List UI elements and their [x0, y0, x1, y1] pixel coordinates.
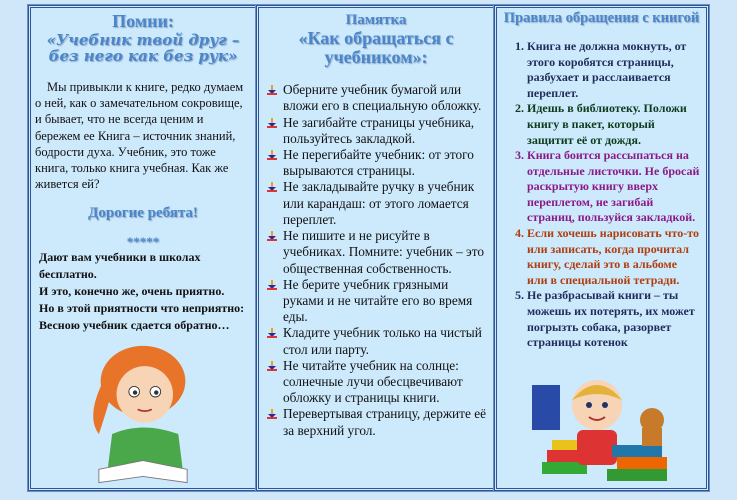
memo-item-text: Не закладывайте ручку в учебник или карандаш: от этого ломается переплет. [283, 179, 475, 227]
memo-item-text: Перевертывая страницу, держите её за верхний угол. [283, 406, 487, 438]
panel-memo [256, 5, 496, 491]
memo-item [267, 325, 489, 357]
memo-item-text: Не пишите и не рисуйте в учебниках. Помните: учебник – это общественная собственность. [283, 228, 485, 276]
arrow-bullet-icon [267, 361, 277, 371]
arrow-bullet-icon [267, 328, 277, 338]
memo-item-text: Кладите учебник только на чистый стол или парту. [283, 325, 482, 357]
memo-item [267, 228, 489, 277]
panel2-title-line1: Памятка [345, 12, 407, 28]
girl-reading-illustration [81, 337, 205, 487]
panel2-title [259, 12, 493, 68]
memo-item [267, 115, 489, 147]
rule-item: 2. Идешь в библиотеку. Положи книгу в пакет, который защитит её от дождя. [527, 101, 700, 148]
panel1-intro: Мы привыкли к книге, редко думаем о ней, как о замечательном сокровище, и бывает, что не всегда ценим и бережем ее Книга – источник знаний, бодрости духа. Учебник, это тоже книга, только книга учебная. Как же живется ей? [35, 79, 244, 192]
memo-item [267, 147, 489, 179]
arrow-bullet-icon [267, 231, 277, 241]
panel2-title-line2: «Как обращаться с учебником»: [298, 27, 454, 68]
poem-line: Но в этой приятности что неприятно: [39, 300, 245, 315]
rules-list [505, 39, 700, 351]
rule-item: 4. Если хочешь нарисовать что-то или записать, когда прочитал книгу, сделай это в альбоме или в специальной тетради. [527, 226, 700, 288]
rule-item: 1. Книга не должна мокнуть, от этого коробятся страницы, разбухает и расслаивается переплет. [527, 39, 700, 101]
memo-item-text: Не перегибайте учебник: от этого вырываются страницы. [283, 146, 474, 179]
memo-item [267, 82, 489, 114]
arrow-bullet-icon [267, 280, 277, 290]
memo-item [267, 358, 489, 407]
arrow-bullet-icon [267, 409, 277, 419]
panel1-title: Помни: [112, 11, 174, 31]
panel1-stars: ***** [126, 234, 160, 250]
boy-with-books-illustration [527, 370, 677, 485]
poem-line: Дают вам учебники в школах бесплатно. [39, 250, 201, 282]
poem-line: Весною учебник сдается обратно… [39, 317, 230, 332]
panel1-dear-kids: Дорогие ребята! [88, 204, 198, 221]
panel1-subtitle: «Учебник твой друг – без него как без рук» [46, 30, 240, 66]
panel1-poem [39, 249, 251, 333]
memo-item [267, 277, 489, 326]
memo-item-text: Не загибайте страницы учебника, пользуйтесь закладкой. [283, 114, 475, 146]
arrow-bullet-icon [267, 85, 277, 95]
panel-remember [28, 5, 258, 491]
memo-item-text: Не читайте учебник на солнце: солнечные лучи обесцвечивают обложку и страницы книги. [283, 357, 463, 406]
memo-item [267, 179, 489, 228]
poem-line: И это, конечно же, очень приятно. [39, 283, 225, 298]
arrow-bullet-icon [267, 150, 277, 160]
memo-item-text: Не берите учебник грязными руками и не читайте его во время еды. [283, 276, 473, 325]
memo-item [267, 406, 489, 438]
panel3-title: Правила обращения с книгой [503, 10, 700, 26]
arrow-bullet-icon [267, 118, 277, 128]
panel-book-rules [494, 5, 709, 491]
memo-item-text: Оберните учебник бумагой или вложи его в специальную обложку. [283, 82, 482, 114]
rule-item: 3. Книга боится рассыпаться на отдельные листочки. Не бросай раскрытую книгу вверх переплетом, не загибай страниц, пользуйся закладкой. [527, 148, 700, 226]
memo-list [267, 82, 489, 439]
rule-item: 5. Не разбрасывай книги – ты можешь их потерять, их может погрызть собака, разорвет страницы котенок [527, 288, 700, 350]
arrow-bullet-icon [267, 182, 277, 192]
